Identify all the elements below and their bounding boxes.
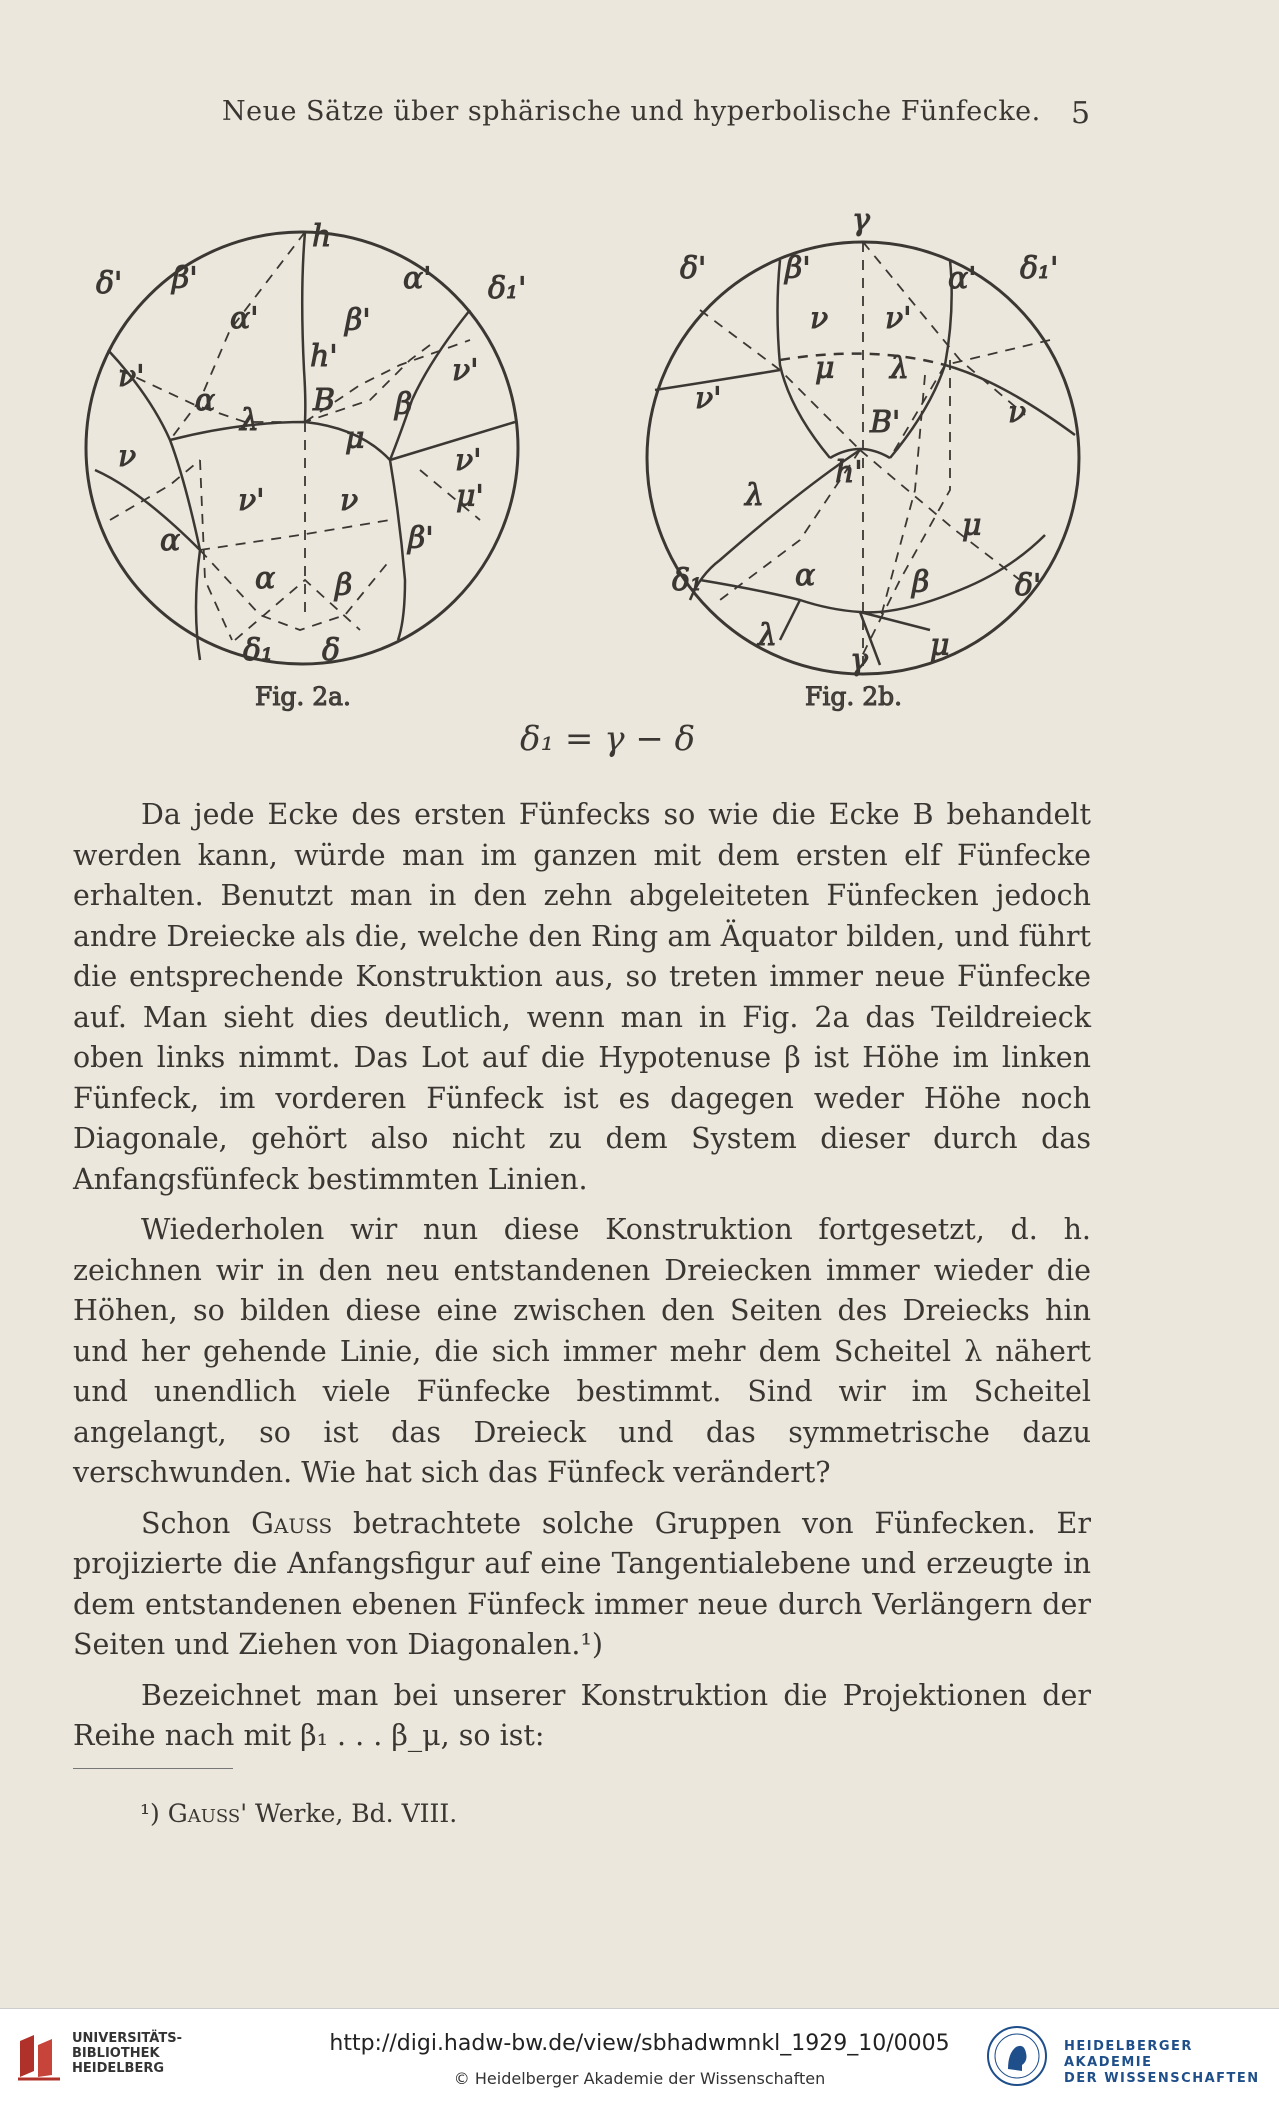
- fig-2a-arc: [196, 550, 200, 660]
- running-header: [0, 96, 1279, 136]
- fig-2a-label: β: [335, 568, 353, 603]
- fig-2b-label: δ₁: [672, 563, 703, 598]
- fig-2a-label: ν': [238, 483, 265, 518]
- running-title: Neue Sätze über sphärische und hyperbolische Fünfecke.: [222, 96, 1041, 127]
- fig-2b-label: ν: [1008, 395, 1027, 430]
- fig-2a-label: α: [255, 561, 276, 596]
- fig-2b-label: δ': [680, 251, 707, 286]
- fig-2a-caption: Fig. 2a.: [255, 682, 351, 711]
- paragraph-text: betrachtete solche Gruppen von Fünfecken. Er projizierte die Anfangsfigur auf eine Tangentialebene und erzeugte in dem entstandenen ebenen Fünfeck immer neue durch Verlängern der Seiten und Ziehen von Diagonalen.¹): [73, 1506, 1091, 1661]
- fig-2b-label: μ: [815, 351, 835, 386]
- fig-2b-label: λ: [745, 478, 765, 513]
- fig-2a-arc: [302, 232, 305, 422]
- fig-2a-dashed: [200, 550, 390, 630]
- academy-name: [1064, 2039, 1279, 2087]
- fig-2a-label: β': [172, 261, 198, 296]
- footnote-author: Gauss: [167, 1799, 241, 1828]
- logo-text-line: DER WISSENSCHAFTEN: [1064, 2071, 1260, 2086]
- fig-2a-label: α: [160, 523, 181, 558]
- footnote: [140, 1799, 457, 1828]
- paragraph: [73, 1504, 1091, 1666]
- fig-2b-caption: Fig. 2b.: [805, 682, 903, 711]
- page-number: 5: [1071, 96, 1091, 131]
- fig-2a-label: h: [312, 219, 332, 254]
- footnote-rule: [73, 1768, 233, 1769]
- permalink-url[interactable]: http://digi.hadw-bw.de/view/sbhadwmnkl_1929_10/0005: [329, 2031, 950, 2056]
- fig-2a-label: ν': [455, 443, 482, 478]
- fig-2a-label: α: [195, 383, 216, 418]
- fig-2b-dashed: [860, 450, 1020, 580]
- fig-2b-label: B': [870, 405, 901, 440]
- fig-2a-label: α': [403, 261, 432, 296]
- fig-2b-label: β': [785, 251, 811, 286]
- logo-text-line: BIBLIOTHEK: [72, 2046, 160, 2061]
- figure-2a: [86, 219, 526, 711]
- fig-2b-label: μ: [930, 628, 950, 663]
- fig-2b-label: λ: [758, 618, 778, 653]
- fig-2a-label: δ₁: [243, 633, 274, 668]
- equation: δ₁ = γ − δ: [520, 719, 696, 759]
- fig-2b-label: γ: [850, 643, 868, 678]
- fig-2a-label: α': [230, 301, 259, 336]
- fig-2a-label: μ': [456, 479, 484, 514]
- fig-2a-label: δ₁': [488, 271, 527, 306]
- body-text: [73, 795, 1091, 1767]
- logo-text-line: HEIDELBERG: [72, 2061, 165, 2076]
- footnote-text: ' Werke, Bd. VIII.: [240, 1799, 458, 1828]
- fig-2b-label: μ: [962, 508, 982, 543]
- fig-2b-label: ν': [695, 381, 722, 416]
- fig-2b-label: δ₁': [1020, 251, 1059, 286]
- fig-2a-label: δ': [96, 266, 123, 301]
- fig-2b-label: ν': [885, 301, 912, 336]
- fig-2a-label: ν: [340, 483, 359, 518]
- logo-text-line: UNIVERSITÄTS-: [72, 2031, 182, 2046]
- fig-2b-label: α': [948, 261, 977, 296]
- fig-2a-label: h': [310, 339, 338, 374]
- footnote-marker: ¹): [140, 1799, 168, 1828]
- fig-2b-label: h': [835, 455, 863, 490]
- paragraph-text: Schon: [141, 1506, 252, 1540]
- fig-2b-arc: [860, 612, 930, 630]
- fig-2a-label: β': [408, 521, 434, 556]
- academy-seal-icon: [986, 2025, 1048, 2087]
- fig-2b-label: β: [912, 565, 930, 600]
- fig-2a-dashed: [200, 520, 390, 550]
- fig-2a-label: β': [345, 303, 371, 338]
- viewer-footer: [0, 2008, 1279, 2103]
- fig-2a-label: δ: [322, 633, 341, 668]
- fig-2a-arc: [390, 460, 405, 640]
- fig-2b-label: α: [795, 558, 816, 593]
- fig-2a-label: λ: [240, 403, 260, 438]
- fig-2a-label: B: [313, 383, 336, 418]
- paragraph: Da jede Ecke des ersten Fünfecks so wie die Ecke B behandelt werden kann, würde man im ganzen mit dem ersten elf Fünfecke erhalten. Benutzt man in den zehn abgeleiteten Fünfecken jedoch andre Dreiecke als die, welche den Ring am Äquator bilden, und führt die entsprechende Konstruktion aus, so treten immer neue Fünfecke auf. Man sieht dies deutlich, wenn man in Fig. 2a das Teildreieck oben links nimmt. Das Lot auf die Hypotenuse β ist Höhe im linken Fünfeck, im vorderen Fünfeck ist es dagegen weder Höhe noch Diagonale, gehört also nicht zu dem System dieser durch das Anfangsfünfeck bestimmten Linien.: [73, 798, 1091, 1196]
- copyright-notice: © Heidelberger Akademie der Wissenschaften: [453, 2069, 826, 2088]
- fig-2b-arc: [780, 600, 800, 640]
- fig-2a-arc: [390, 422, 515, 460]
- fig-2b-label: δ': [1015, 568, 1042, 603]
- fig-2a-arc: [200, 460, 390, 551]
- author-name: Gauss: [251, 1506, 333, 1540]
- paragraph: Bezeichnet man bei unserer Konstruktion die Projektionen der Reihe nach mit β₁ . . . β_μ, so ist:: [73, 1678, 1091, 1752]
- logo-text-line: HEIDELBERGER AKADEMIE: [1064, 2039, 1193, 2070]
- fig-2b-label: ν: [810, 301, 829, 336]
- fig-2b-label: γ: [852, 203, 870, 238]
- fig-2a-label: β: [395, 387, 413, 422]
- fig-2a-label: ν': [118, 359, 145, 394]
- fig-2b-label: λ: [890, 351, 910, 386]
- fig-2a-label: μ: [345, 421, 365, 456]
- paragraph: Wiederholen wir nun diese Konstruktion fortgesetzt, d. h. zeichnen wir in den neu entstandenen Dreiecken immer wieder die Höhen, so bilden diese eine zwischen den Seiten des Dreiecks hin und her gehende Linie, die sich immer mehr dem Scheitel λ nähert und unendlich viele Fünfecke bestimmt. Sind wir im Scheitel angelangt, so ist das Dreieck und das symmetrische dazu verschwunden. Wie hat sich das Fünfeck verändert?: [73, 1213, 1091, 1489]
- figure-2b: [647, 203, 1079, 711]
- fig-2a-label: ν: [118, 439, 137, 474]
- fig-2a-label: ν': [452, 353, 479, 388]
- figures: [0, 160, 1279, 780]
